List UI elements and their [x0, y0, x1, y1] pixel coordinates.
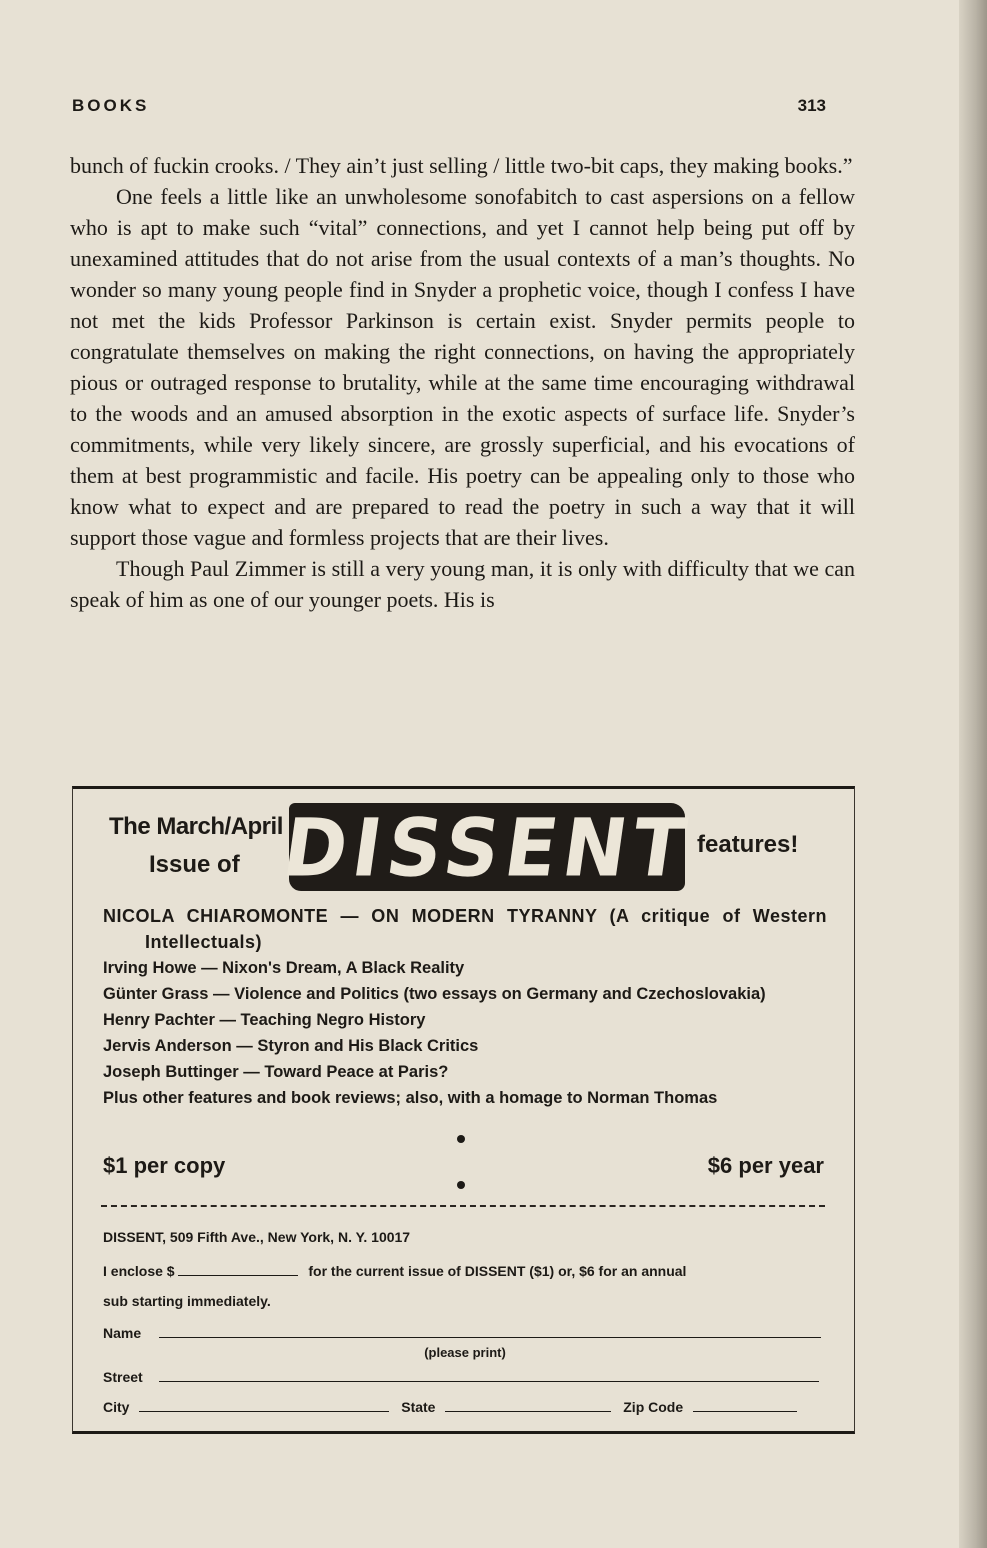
- dissent-logo-text: DISSENT: [277, 800, 697, 894]
- price-per-year: $6 per year: [707, 1153, 824, 1178]
- separator-dot: [457, 1135, 465, 1143]
- zip-field[interactable]: [693, 1399, 797, 1412]
- section-title: BOOKS: [72, 96, 150, 115]
- street-label: Street: [103, 1369, 143, 1385]
- enclose-label: I enclose $: [103, 1263, 175, 1279]
- page-number: 313: [797, 96, 826, 115]
- coupon-enclose-row: [103, 1263, 827, 1279]
- street-field[interactable]: [159, 1369, 819, 1382]
- body-paragraph: One feels a little like an unwholesome sonofabitch to cast aspersions on a fellow who is apt to make such “vital” connections, and yet I cannot help being put off by unexamined attitudes that do not arise from the usual contexts of a man’s thoughts. No wonder so many young people find in Snyder a prophetic voice, though I confess I have not met the kids Professor Parkinson is certain exist. Snyder permits people to congratulate themselves on making the right connections, on having the appropriately pious or outraged response to brutality, while at the same time encouraging withdrawal to the woods and an amused absorption in the exotic aspects of surface life. Snyder’s commitments, while very likely sincere, are grossly superficial, and his evocations of them at best programmistic and facile. His poetry can be appealing only to those who know what to expect and are prepared to read the poetry in such a way that it will support those vague and formless projects that are their lives.: [70, 184, 855, 550]
- ad-item: Irving Howe — Nixon's Dream, A Black Reality: [103, 959, 465, 977]
- dissent-logo: [277, 800, 697, 894]
- ad-item: Henry Pachter — Teaching Negro History: [103, 1011, 426, 1029]
- print-note: (please print): [424, 1345, 506, 1360]
- coupon-street-row: [103, 1369, 827, 1385]
- ad-item: Günter Grass — Violence and Politics (two essays on Germany and Czechoslovakia): [103, 985, 766, 1003]
- ad-contents-list: [103, 903, 827, 1111]
- name-label: Name: [103, 1325, 142, 1341]
- separator-dot: [457, 1181, 465, 1189]
- coupon-cut-line: [101, 1205, 825, 1207]
- coupon-city-row: [103, 1399, 827, 1415]
- city-label: City: [103, 1399, 130, 1415]
- name-field[interactable]: [159, 1325, 821, 1338]
- ad-item: Joseph Buttinger — Toward Peace at Paris?: [103, 1063, 449, 1081]
- body-paragraph: Though Paul Zimmer is still a very young man, it is only with difficulty that we can speak of him as one of our younger poets. His is: [70, 556, 855, 612]
- coupon-address: DISSENT, 509 Fifth Ave., New York, N. Y. 10017: [103, 1229, 411, 1245]
- ad-item: NICOLA CHIAROMONTE — ON MODERN TYRANNY (A critique of Western Intellectuals): [103, 906, 827, 952]
- ad-item: Jervis Anderson — Styron and His Black Critics: [103, 1037, 479, 1055]
- state-label: State: [401, 1399, 436, 1415]
- amount-field[interactable]: [178, 1263, 298, 1276]
- article-body: [70, 150, 855, 615]
- running-head: [72, 96, 826, 116]
- coupon-name-row: [103, 1325, 827, 1341]
- coupon-enclose-line2: sub starting immediately.: [103, 1293, 271, 1309]
- ad-header-line1: The March/April: [109, 813, 283, 840]
- body-paragraph: bunch of fuckin crooks. / They ain’t just selling / little two-bit caps, they making books.”: [70, 153, 853, 178]
- state-field[interactable]: [445, 1399, 611, 1412]
- enclose-text: for the current issue of DISSENT ($1) or, $6 for an annual: [308, 1263, 687, 1279]
- zip-label: Zip Code: [623, 1399, 684, 1415]
- page-spine-shadow: [959, 0, 987, 1548]
- price-single-copy: $1 per copy: [103, 1153, 226, 1178]
- city-field[interactable]: [139, 1399, 389, 1412]
- dissent-advertisement: [72, 786, 855, 1434]
- ad-item: Plus other features and book reviews; also, with a homage to Norman Thomas: [103, 1089, 718, 1107]
- ad-header-right: features!: [697, 831, 799, 858]
- ad-header-line2: Issue of: [149, 851, 240, 878]
